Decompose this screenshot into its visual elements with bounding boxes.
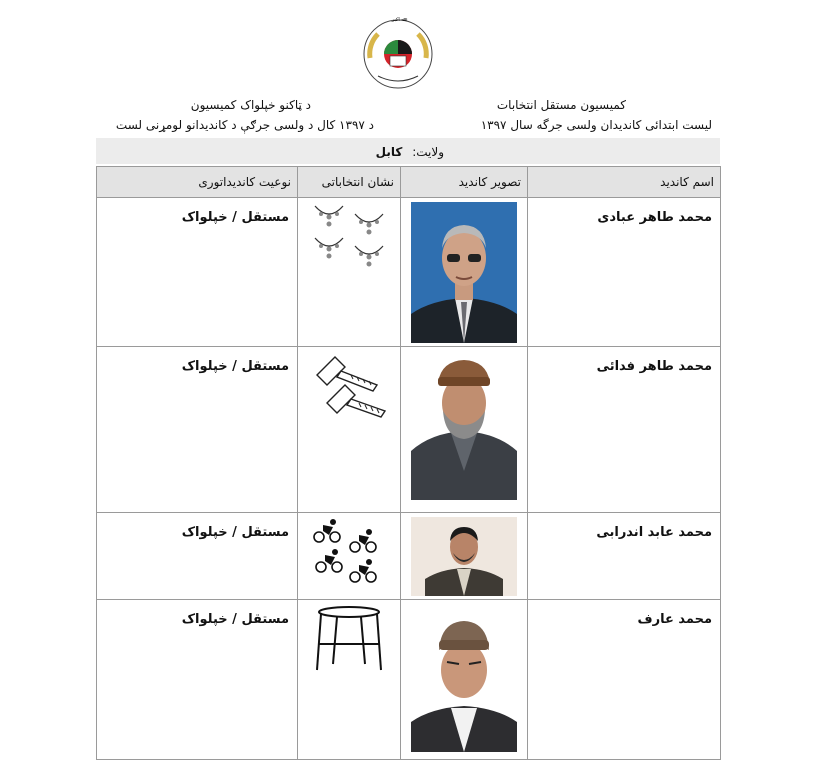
candidate-photo-cell xyxy=(401,513,528,600)
axes-icon xyxy=(311,351,387,421)
candidate-name: محمد طاهر فدائی xyxy=(528,347,721,513)
candidate-photo xyxy=(411,202,517,343)
svg-text:ﷲ اکبر: ﷲ اکبر xyxy=(391,17,405,23)
header-left-line1: د ټاکنو خپلواک کمیسیون xyxy=(190,98,311,112)
candidate-name: محمد عابد اندرابی xyxy=(528,513,721,600)
candidate-table xyxy=(96,166,721,760)
col-name: اسم کاندید xyxy=(528,167,721,198)
province xyxy=(376,145,444,159)
candidacy-type: مستقل / خپلواک xyxy=(97,347,298,513)
cyclists-icon xyxy=(311,517,387,587)
candidate-name: محمد طاهر عبادی xyxy=(528,198,721,347)
table-row xyxy=(97,600,721,760)
necklaces-icon xyxy=(311,202,387,272)
iec-logo xyxy=(358,12,438,92)
header-left-line2: د ۱۳۹۷ کال د ولسی جرګې د کاندیدانو لومړنی لست xyxy=(115,118,374,132)
candidate-photo-cell xyxy=(401,198,528,347)
col-symbol: نشان انتخاباتی xyxy=(298,167,401,198)
symbol-cell xyxy=(298,347,401,513)
table-header-row xyxy=(97,167,721,198)
candidate-photo xyxy=(411,351,517,500)
table-row xyxy=(97,198,721,347)
province-value: کابل xyxy=(375,145,403,159)
col-photo: تصویر کاندید xyxy=(401,167,528,198)
province-label: ولایت: xyxy=(412,145,444,159)
candidate-photo-cell xyxy=(401,600,528,760)
header-right-line2: لیست ابتدائی کاندیدان ولسی جرگه سال ۱۳۹۷ xyxy=(480,118,712,132)
candidacy-type: مستقل / خپلواک xyxy=(97,198,298,347)
candidate-photo xyxy=(411,604,517,752)
table-row xyxy=(97,347,721,513)
symbol-cell xyxy=(298,513,401,600)
symbol-cell xyxy=(298,198,401,347)
candidate-photo xyxy=(411,517,517,596)
stool-icon xyxy=(311,604,387,676)
header-right-line1: کمیسیون مستقل انتخابات xyxy=(496,98,626,112)
table-row xyxy=(97,513,721,600)
candidate-name: محمد عارف xyxy=(528,600,721,760)
candidacy-type: مستقل / خپلواک xyxy=(97,513,298,600)
candidate-photo-cell xyxy=(401,347,528,513)
symbol-cell xyxy=(298,600,401,760)
col-type: نوعیت کاندیداتوری xyxy=(97,167,298,198)
candidacy-type: مستقل / خپلواک xyxy=(97,600,298,760)
